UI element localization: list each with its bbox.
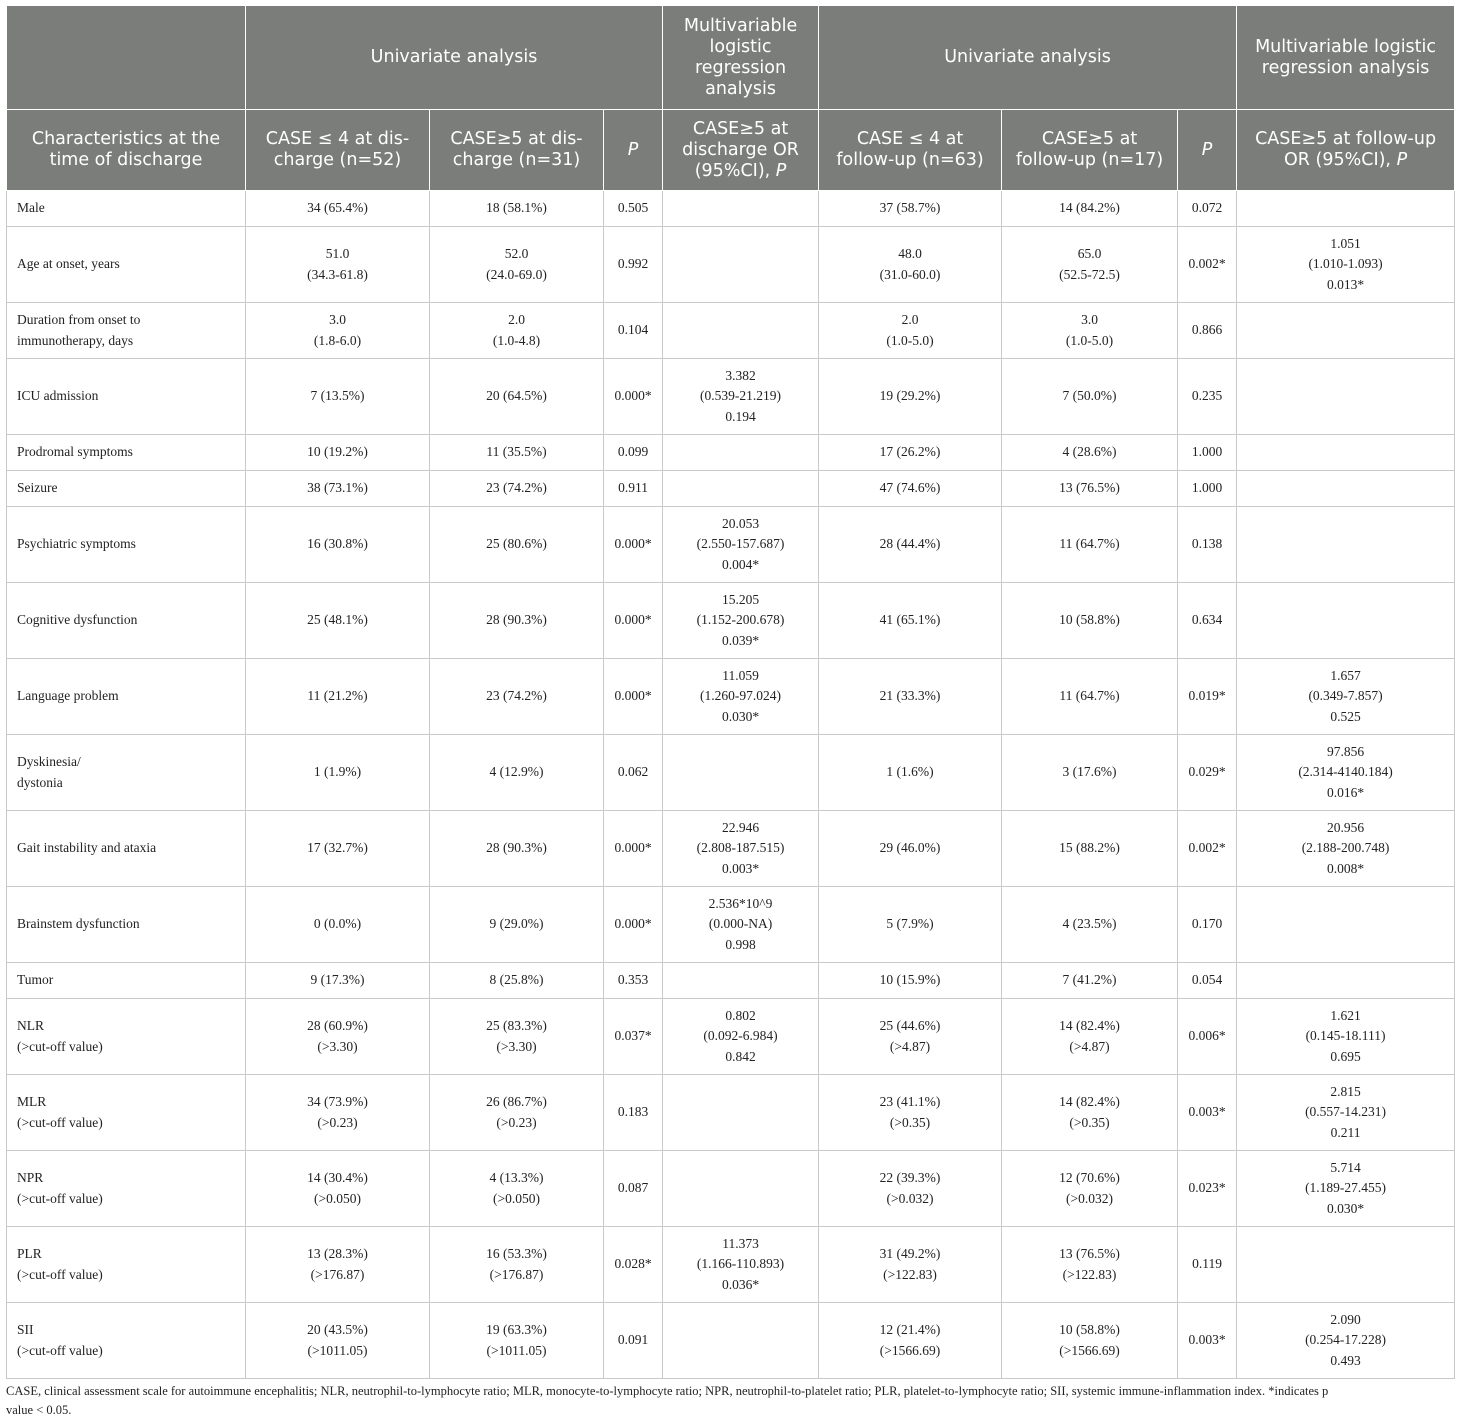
table-row — [7, 1303, 1455, 1379]
group-header-multivariable-followup: Multivariable logistic regression analysis — [1237, 6, 1455, 110]
table-cell: 47 (74.6%) — [819, 471, 1002, 507]
table-cell: 2.0 (1.0-4.8) — [430, 303, 604, 359]
table-cell: 11 (21.2%) — [246, 659, 430, 735]
table-row — [7, 191, 1455, 227]
table-cell: 28 (90.3%) — [430, 583, 604, 659]
table-row — [7, 1151, 1455, 1227]
group-header-univariate-followup: Univariate analysis — [819, 6, 1237, 110]
table-row — [7, 659, 1455, 735]
table-cell: 0.006* — [1178, 999, 1237, 1075]
table-cell: 13 (28.3%) (>176.87) — [246, 1227, 430, 1303]
table-cell: 0.002* — [1178, 227, 1237, 303]
table-cell: 15 (88.2%) — [1002, 811, 1178, 887]
table-cell: 0.002* — [1178, 811, 1237, 887]
table-cell — [663, 963, 819, 999]
table-cell: 14 (30.4%) (>0.050) — [246, 1151, 430, 1227]
table-cell: 48.0 (31.0-60.0) — [819, 227, 1002, 303]
table-row — [7, 583, 1455, 659]
table-cell: 11.373 (1.166-110.893) 0.036* — [663, 1227, 819, 1303]
table-footnote — [6, 1382, 1456, 1420]
results-table — [6, 5, 1455, 1379]
table-cell: 3.382 (0.539-21.219) 0.194 — [663, 359, 819, 435]
table-cell: 13 (76.5%) — [1002, 471, 1178, 507]
table-cell: 0.072 — [1178, 191, 1237, 227]
column-header-or-discharge: CASE≥5 at discharge OR (95%CI), P — [663, 110, 819, 191]
table-cell: 19 (63.3%) (>1011.05) — [430, 1303, 604, 1379]
table-row — [7, 963, 1455, 999]
table-row — [7, 999, 1455, 1075]
row-label-cell: Seizure — [7, 471, 246, 507]
table-cell: 0.866 — [1178, 303, 1237, 359]
table-cell — [1237, 303, 1455, 359]
column-header-p-followup: P — [1178, 110, 1237, 191]
table-cell: 0.003* — [1178, 1075, 1237, 1151]
table-cell: 0.000* — [604, 359, 663, 435]
table-row — [7, 471, 1455, 507]
table-cell: 38 (73.1%) — [246, 471, 430, 507]
table-cell: 9 (17.3%) — [246, 963, 430, 999]
table-cell: 29 (46.0%) — [819, 811, 1002, 887]
table-cell: 0.054 — [1178, 963, 1237, 999]
table-cell: 22 (39.3%) (>0.032) — [819, 1151, 1002, 1227]
table-cell: 0 (0.0%) — [246, 887, 430, 963]
table-cell: 19 (29.2%) — [819, 359, 1002, 435]
table-cell: 7 (13.5%) — [246, 359, 430, 435]
table-cell: 0.029* — [1178, 735, 1237, 811]
table-cell: 0.099 — [604, 435, 663, 471]
row-label-cell: Psychiatric symptoms — [7, 507, 246, 583]
table-cell: 3 (17.6%) — [1002, 735, 1178, 811]
table-cell: 34 (73.9%) (>0.23) — [246, 1075, 430, 1151]
table-row — [7, 887, 1455, 963]
row-label-cell: Brainstem dysfunction — [7, 887, 246, 963]
table-cell: 5.714 (1.189-27.455) 0.030* — [1237, 1151, 1455, 1227]
table-cell: 7 (41.2%) — [1002, 963, 1178, 999]
table-cell: 28 (44.4%) — [819, 507, 1002, 583]
table-cell — [663, 227, 819, 303]
table-cell: 22.946 (2.808-187.515) 0.003* — [663, 811, 819, 887]
table-cell: 0.235 — [1178, 359, 1237, 435]
table-cell: 12 (70.6%) (>0.032) — [1002, 1151, 1178, 1227]
row-label-cell: Age at onset, years — [7, 227, 246, 303]
row-label-cell: Male — [7, 191, 246, 227]
table-cell: 0.087 — [604, 1151, 663, 1227]
table-cell: 31 (49.2%) (>122.83) — [819, 1227, 1002, 1303]
table-cell: 0.992 — [604, 227, 663, 303]
table-cell: 0.091 — [604, 1303, 663, 1379]
table-cell: 8 (25.8%) — [430, 963, 604, 999]
table-cell: 0.000* — [604, 583, 663, 659]
table-cell: 4 (13.3%) (>0.050) — [430, 1151, 604, 1227]
table-cell — [1237, 1227, 1455, 1303]
table-cell: 1.657 (0.349-7.857) 0.525 — [1237, 659, 1455, 735]
group-header-multivariable-discharge: Multivariable logistic regression analysis — [663, 6, 819, 110]
table-cell: 25 (83.3%) (>3.30) — [430, 999, 604, 1075]
table-cell: 10 (19.2%) — [246, 435, 430, 471]
table-row — [7, 811, 1455, 887]
table-cell: 0.000* — [604, 507, 663, 583]
table-cell — [663, 471, 819, 507]
table-cell: 16 (30.8%) — [246, 507, 430, 583]
column-header-case-ge5-discharge: CASE≥5 at dis-charge (n=31) — [430, 110, 604, 191]
column-header-or-followup: CASE≥5 at follow-up OR (95%CI), P — [1237, 110, 1455, 191]
table-cell: 0.000* — [604, 811, 663, 887]
table-cell: 23 (74.2%) — [430, 471, 604, 507]
table-cell: 10 (15.9%) — [819, 963, 1002, 999]
table-cell: 21 (33.3%) — [819, 659, 1002, 735]
table-cell: 17 (26.2%) — [819, 435, 1002, 471]
table-cell: 34 (65.4%) — [246, 191, 430, 227]
table-cell: 1.000 — [1178, 435, 1237, 471]
table-cell — [1237, 359, 1455, 435]
table-body — [7, 191, 1455, 1379]
table-cell: 3.0 (1.0-5.0) — [1002, 303, 1178, 359]
row-label-cell: SII (>cut-off value) — [7, 1303, 246, 1379]
row-label-cell: Tumor — [7, 963, 246, 999]
table-cell: 2.090 (0.254-17.228) 0.493 — [1237, 1303, 1455, 1379]
table-row — [7, 435, 1455, 471]
table-row — [7, 735, 1455, 811]
table-cell — [663, 435, 819, 471]
table-cell: 28 (90.3%) — [430, 811, 604, 887]
table-row — [7, 1075, 1455, 1151]
table-cell: 0.353 — [604, 963, 663, 999]
table-cell: 41 (65.1%) — [819, 583, 1002, 659]
table-cell: 23 (74.2%) — [430, 659, 604, 735]
row-label-cell: Language problem — [7, 659, 246, 735]
table-cell: 0.802 (0.092-6.984) 0.842 — [663, 999, 819, 1075]
table-cell — [663, 1151, 819, 1227]
table-cell: 0.019* — [1178, 659, 1237, 735]
table-cell — [1237, 963, 1455, 999]
table-cell — [663, 735, 819, 811]
table-cell: 26 (86.7%) (>0.23) — [430, 1075, 604, 1151]
table-cell: 20 (64.5%) — [430, 359, 604, 435]
column-header-case-le4-followup: CASE ≤ 4 at follow-up (n=63) — [819, 110, 1002, 191]
row-label-cell: Dyskinesia/ dystonia — [7, 735, 246, 811]
table-cell: 17 (32.7%) — [246, 811, 430, 887]
table-cell: 2.536*10^9 (0.000-NA) 0.998 — [663, 887, 819, 963]
row-label-cell: NLR (>cut-off value) — [7, 999, 246, 1075]
table-cell — [663, 1075, 819, 1151]
table-row — [7, 303, 1455, 359]
header-blank-cell — [7, 6, 246, 110]
table-cell — [1237, 435, 1455, 471]
table-cell: 11 (35.5%) — [430, 435, 604, 471]
column-header-case-ge5-followup: CASE≥5 at follow-up (n=17) — [1002, 110, 1178, 191]
table-cell — [663, 1303, 819, 1379]
table-cell: 0.505 — [604, 191, 663, 227]
table-cell: 1.051 (1.010-1.093) 0.013* — [1237, 227, 1455, 303]
group-header-univariate-discharge: Univariate analysis — [246, 6, 663, 110]
table-cell: 0.634 — [1178, 583, 1237, 659]
table-cell — [1237, 507, 1455, 583]
table-cell: 20.053 (2.550-157.687) 0.004* — [663, 507, 819, 583]
table-cell: 12 (21.4%) (>1566.69) — [819, 1303, 1002, 1379]
table-cell: 4 (12.9%) — [430, 735, 604, 811]
row-label-cell: MLR (>cut-off value) — [7, 1075, 246, 1151]
column-header-p-discharge: P — [604, 110, 663, 191]
table-cell: 52.0 (24.0-69.0) — [430, 227, 604, 303]
table-cell: 0.003* — [1178, 1303, 1237, 1379]
table-cell: 1.621 (0.145-18.111) 0.695 — [1237, 999, 1455, 1075]
table-cell: 1.000 — [1178, 471, 1237, 507]
table-cell: 1 (1.9%) — [246, 735, 430, 811]
table-cell: 20 (43.5%) (>1011.05) — [246, 1303, 430, 1379]
table-cell: 0.000* — [604, 887, 663, 963]
table-cell: 37 (58.7%) — [819, 191, 1002, 227]
row-label-cell: PLR (>cut-off value) — [7, 1227, 246, 1303]
table-cell: 0.062 — [604, 735, 663, 811]
table-cell: 28 (60.9%) (>3.30) — [246, 999, 430, 1075]
row-label-cell: Cognitive dysfunction — [7, 583, 246, 659]
table-cell: 97.856 (2.314-4140.184) 0.016* — [1237, 735, 1455, 811]
table-cell: 7 (50.0%) — [1002, 359, 1178, 435]
table-cell: 11 (64.7%) — [1002, 659, 1178, 735]
row-label-cell: Gait instability and ataxia — [7, 811, 246, 887]
table-cell: 5 (7.9%) — [819, 887, 1002, 963]
table-cell — [1237, 471, 1455, 507]
footnote-line-1: CASE, clinical assessment scale for autoimmune encephalitis; NLR, neutrophil-to-lymphocyte ratio; MLR, monocyte-to-lymphocyte ratio; NPR, neutrophil-to-platelet ratio; PLR, platelet-to-lymphocyte ratio; SII, systemic immune-inflammation index. *indicates p — [6, 1384, 1329, 1398]
table-cell — [663, 303, 819, 359]
table-row — [7, 359, 1455, 435]
table-cell: 25 (80.6%) — [430, 507, 604, 583]
table-cell: 2.815 (0.557-14.231) 0.211 — [1237, 1075, 1455, 1151]
table-cell: 0.119 — [1178, 1227, 1237, 1303]
table-cell — [663, 191, 819, 227]
table-cell: 1 (1.6%) — [819, 735, 1002, 811]
table-cell: 10 (58.8%) — [1002, 583, 1178, 659]
table-cell: 0.028* — [604, 1227, 663, 1303]
table-cell: 25 (44.6%) (>4.87) — [819, 999, 1002, 1075]
table-cell: 20.956 (2.188-200.748) 0.008* — [1237, 811, 1455, 887]
column-header-case-le4-discharge: CASE ≤ 4 at dis-charge (n=52) — [246, 110, 430, 191]
table-cell: 0.183 — [604, 1075, 663, 1151]
table-row — [7, 1227, 1455, 1303]
table-cell: 0.170 — [1178, 887, 1237, 963]
footnote-line-2: value < 0.05. — [6, 1403, 72, 1417]
table-cell: 0.138 — [1178, 507, 1237, 583]
table-cell — [1237, 887, 1455, 963]
table-cell: 51.0 (34.3-61.8) — [246, 227, 430, 303]
table-cell: 9 (29.0%) — [430, 887, 604, 963]
table-cell: 0.911 — [604, 471, 663, 507]
table-cell: 11 (64.7%) — [1002, 507, 1178, 583]
table-cell: 14 (82.4%) (>4.87) — [1002, 999, 1178, 1075]
table-cell: 14 (84.2%) — [1002, 191, 1178, 227]
table-cell: 4 (23.5%) — [1002, 887, 1178, 963]
table-cell: 23 (41.1%) (>0.35) — [819, 1075, 1002, 1151]
table-cell: 0.104 — [604, 303, 663, 359]
table-row — [7, 507, 1455, 583]
table-row — [7, 227, 1455, 303]
table-cell: 25 (48.1%) — [246, 583, 430, 659]
row-label-cell: Prodromal symptoms — [7, 435, 246, 471]
table-cell: 0.000* — [604, 659, 663, 735]
table-cell: 11.059 (1.260-97.024) 0.030* — [663, 659, 819, 735]
table-cell: 13 (76.5%) (>122.83) — [1002, 1227, 1178, 1303]
column-header-row — [7, 110, 1455, 191]
table-cell — [1237, 583, 1455, 659]
table-cell: 0.023* — [1178, 1151, 1237, 1227]
table-cell: 3.0 (1.8-6.0) — [246, 303, 430, 359]
column-header-characteristics: Characteristics at the time of discharge — [7, 110, 246, 191]
row-label-cell: NPR (>cut-off value) — [7, 1151, 246, 1227]
table-cell: 14 (82.4%) (>0.35) — [1002, 1075, 1178, 1151]
table-cell: 2.0 (1.0-5.0) — [819, 303, 1002, 359]
table-cell: 4 (28.6%) — [1002, 435, 1178, 471]
table-cell: 0.037* — [604, 999, 663, 1075]
table-cell — [1237, 191, 1455, 227]
table-cell: 15.205 (1.152-200.678) 0.039* — [663, 583, 819, 659]
row-label-cell: Duration from onset to immunotherapy, days — [7, 303, 246, 359]
table-cell: 16 (53.3%) (>176.87) — [430, 1227, 604, 1303]
row-label-cell: ICU admission — [7, 359, 246, 435]
table-cell: 10 (58.8%) (>1566.69) — [1002, 1303, 1178, 1379]
table-cell: 18 (58.1%) — [430, 191, 604, 227]
table-cell: 65.0 (52.5-72.5) — [1002, 227, 1178, 303]
